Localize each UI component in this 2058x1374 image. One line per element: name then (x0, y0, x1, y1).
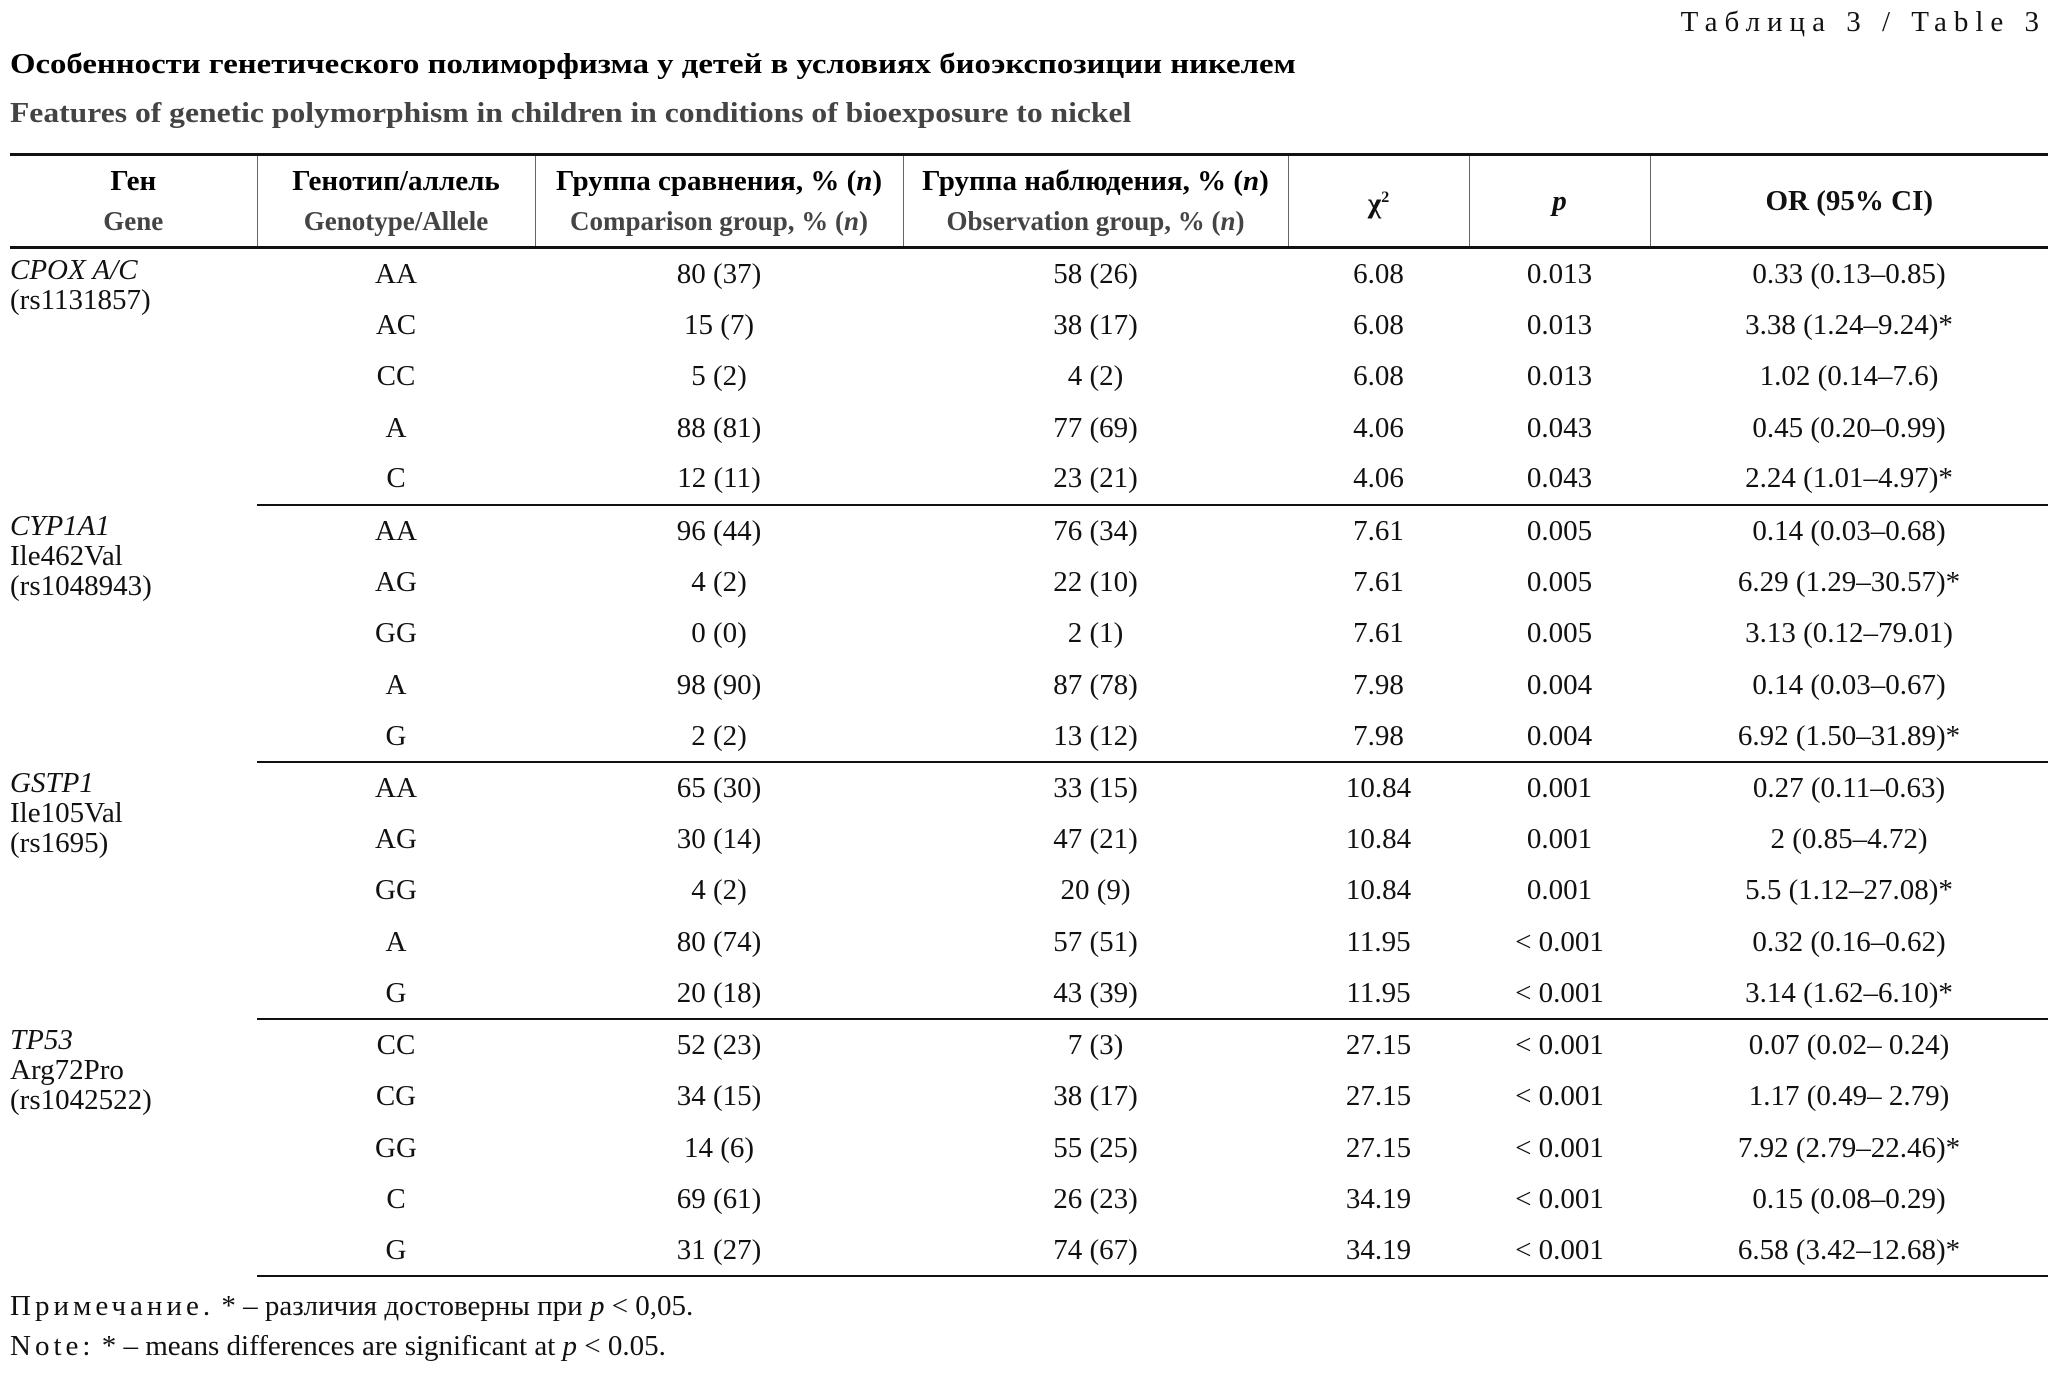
note-en-text: * – means differences are significant at (94, 1330, 563, 1362)
header-observation-en (904, 201, 1288, 241)
cell-comparison: 14 (6) (683, 1131, 755, 1164)
cell-observation: 76 (34) (1053, 514, 1138, 547)
cell-p: 0.001 (1526, 772, 1593, 805)
note-ru-text: * – различия достоверны при (214, 1290, 590, 1322)
table-row (10, 556, 2048, 607)
cell-chi2: 6.08 (1353, 257, 1404, 290)
cell-or: 3.13 (0.12–79.01) (1745, 617, 1953, 650)
gene-variant-line: (rs1048943) (10, 569, 152, 602)
cell-p: 0.001 (1526, 823, 1593, 856)
table-row (10, 762, 2048, 813)
table-row (10, 659, 2048, 710)
cell-comparison: 65 (30) (676, 772, 762, 805)
cell-genotype: CC (376, 360, 416, 393)
cell-genotype: G (257, 968, 535, 1019)
header-p-text: p (1552, 185, 1567, 217)
header-gene (10, 155, 257, 248)
cell-comparison: 31 (27) (535, 1225, 903, 1276)
cell-comparison: 88 (81) (676, 411, 762, 444)
header-comparison-ru-suffix: ) (872, 165, 883, 197)
cell-or: 3.38 (1.24–9.24)* (1745, 308, 1953, 341)
header-comparison-en-n: n (844, 206, 860, 236)
header-observation-ru-suffix: ) (1259, 165, 1269, 197)
header-observation-en-n: n (1220, 206, 1236, 236)
cell-chi2: 4.06 (1288, 453, 1469, 504)
note-en-p: p (562, 1330, 578, 1362)
cell-p: 0.001 (1526, 874, 1593, 907)
header-genotype-en: Genotype/Allele (303, 206, 489, 236)
header-observation-ru (904, 161, 1288, 201)
cell-observation: 87 (78) (1053, 668, 1138, 701)
cell-observation: 58 (26) (1053, 257, 1138, 290)
header-gene-ru: Ген (110, 165, 157, 197)
cell-genotype: GG (375, 1131, 417, 1164)
cell-p: < 0.001 (1515, 1183, 1604, 1216)
gene-variant-line: Ile462Val (10, 539, 123, 572)
header-row (10, 155, 2048, 248)
cell-comparison: 80 (37) (676, 257, 762, 290)
cell-genotype: AA (375, 514, 417, 547)
cell-genotype: A (385, 925, 407, 958)
note-en-label: Note: (10, 1330, 95, 1362)
cell-comparison: 96 (44) (676, 514, 762, 547)
cell-observation: 55 (25) (1053, 1131, 1138, 1164)
cell-p: 0.004 (1526, 668, 1593, 701)
data-table (10, 153, 2048, 1277)
cell-or: 0.33 (0.13–0.85) (1752, 257, 1946, 290)
cell-genotype: CC (376, 1029, 416, 1062)
table-row (10, 916, 2048, 967)
table-number-label: Таблица 3 / Table 3 (1680, 6, 2046, 38)
cell-observation: 33 (15) (1053, 772, 1138, 805)
cell-comparison: 98 (90) (676, 668, 762, 701)
cell-genotype: AA (375, 772, 417, 805)
cell-observation: 57 (51) (1053, 925, 1138, 958)
gene-cell (10, 505, 257, 762)
cell-p: < 0.001 (1469, 968, 1650, 1019)
cell-observation: 7 (3) (1067, 1029, 1124, 1062)
gene-variant-line: (rs1131857) (10, 284, 151, 316)
cell-comparison: 69 (61) (676, 1183, 762, 1216)
cell-comparison: 15 (7) (683, 308, 755, 341)
cell-p: 0.005 (1526, 514, 1593, 547)
cell-chi2: 10.84 (1345, 772, 1412, 805)
cell-observation: 13 (12) (903, 710, 1288, 761)
table-title-en: Features of genetic polymorphism in children in conditions of bioexposure to nickel (10, 97, 1132, 129)
header-genotype-ru: Генотип/аллель (292, 165, 500, 197)
cell-genotype: C (386, 1183, 406, 1216)
gene-name: CYP1A1 (10, 509, 110, 542)
header-observation-en-text: Observation group, % ( (946, 206, 1221, 236)
cell-chi2: 7.61 (1353, 565, 1404, 598)
note-ru-tail: < 0,05. (604, 1290, 694, 1322)
cell-genotype: AC (375, 308, 417, 341)
gene-name: GSTP1 (10, 766, 94, 799)
cell-p: < 0.001 (1469, 1225, 1650, 1276)
cell-genotype: A (385, 411, 407, 444)
cell-p: < 0.001 (1515, 925, 1604, 958)
cell-or: 6.58 (3.42–12.68)* (1650, 1225, 2048, 1276)
cell-or: 0.45 (0.20–0.99) (1752, 411, 1946, 444)
gene-variant-line: Arg72Pro (10, 1054, 124, 1087)
note-ru-label: Примечание. (10, 1290, 215, 1322)
table-row (10, 608, 2048, 659)
cell-chi2: 7.98 (1353, 668, 1404, 701)
cell-observation: 38 (17) (1053, 308, 1138, 341)
header-or-text: OR (95% CI) (1765, 185, 1934, 217)
cell-genotype: GG (375, 617, 417, 650)
gene-cell (10, 1019, 257, 1276)
cell-comparison: 52 (23) (676, 1029, 762, 1062)
cell-genotype: A (385, 668, 407, 701)
cell-or: 2 (0.85–4.72) (1770, 823, 1928, 856)
cell-genotype: CG (375, 1080, 417, 1113)
cell-p: < 0.001 (1515, 1080, 1604, 1113)
cell-p: 0.013 (1526, 308, 1593, 341)
cell-comparison: 0 (0) (691, 617, 747, 650)
table-row (10, 1225, 2048, 1276)
cell-genotype: G (257, 1225, 535, 1276)
cell-p: 0.005 (1526, 565, 1593, 598)
header-comparison-ru-text: Группа сравнения, % ( (555, 165, 857, 197)
cell-p: 0.005 (1526, 617, 1593, 650)
header-p-value (1469, 155, 1650, 248)
table-row (10, 1173, 2048, 1224)
cell-observation: 20 (9) (1060, 874, 1131, 907)
cell-observation: 43 (39) (903, 968, 1288, 1019)
header-comparison-ru-n: n (856, 165, 873, 197)
table-row (10, 350, 2048, 401)
cell-observation: 38 (17) (1053, 1080, 1138, 1113)
cell-chi2: 34.19 (1288, 1225, 1469, 1276)
cell-or: 0.14 (0.03–0.67) (1752, 668, 1946, 701)
cell-observation: 26 (23) (1053, 1183, 1138, 1216)
cell-or: 0.27 (0.11–0.63) (1752, 772, 1946, 805)
cell-comparison: 2 (2) (535, 710, 903, 761)
table-row (10, 813, 2048, 864)
cell-observation: 2 (1) (1067, 617, 1124, 650)
cell-observation: 77 (69) (1053, 411, 1138, 444)
gene-cell (10, 248, 257, 505)
header-observation-ru-n: n (1243, 165, 1260, 197)
cell-chi2: 10.84 (1345, 823, 1412, 856)
cell-chi2: 34.19 (1345, 1183, 1412, 1216)
cell-genotype: C (257, 453, 535, 504)
cell-or: 0.14 (0.03–0.68) (1752, 514, 1946, 547)
header-chi-symbol: χ (1367, 187, 1382, 220)
table-row (10, 1071, 2048, 1122)
cell-chi2: 11.95 (1346, 925, 1411, 958)
gene-name: CPOX A/C (10, 254, 138, 286)
cell-genotype: AA (375, 257, 417, 290)
note-ru-p: p (589, 1290, 605, 1322)
cell-genotype: AG (375, 565, 417, 598)
cell-comparison: 12 (11) (535, 453, 903, 504)
cell-or: 0.32 (0.16–0.62) (1752, 925, 1946, 958)
cell-comparison: 30 (14) (676, 823, 762, 856)
cell-observation: 22 (10) (1053, 565, 1138, 598)
cell-chi2: 4.06 (1353, 411, 1404, 444)
cell-comparison: 4 (2) (691, 565, 747, 598)
cell-chi2: 11.95 (1288, 968, 1469, 1019)
header-observation-en-suffix: ) (1235, 206, 1245, 236)
note-en (10, 1330, 666, 1363)
cell-comparison: 4 (2) (691, 874, 747, 907)
gene-variant-line: (rs1695) (10, 826, 109, 859)
cell-genotype: GG (375, 874, 417, 907)
cell-genotype: G (257, 710, 535, 761)
cell-comparison: 80 (74) (676, 925, 762, 958)
gene-name: TP53 (10, 1024, 73, 1057)
cell-or: 3.14 (1.62–6.10)* (1650, 968, 2048, 1019)
table-row (10, 1019, 2048, 1070)
cell-observation: 47 (21) (1053, 823, 1138, 856)
header-genotype (257, 155, 535, 248)
header-chi-square (1288, 155, 1469, 248)
header-observation-ru-text: Группа наблюдения, % ( (922, 165, 1244, 197)
table-row (10, 505, 2048, 556)
cell-p: 0.013 (1526, 257, 1593, 290)
table-row (10, 299, 2048, 350)
cell-or: 7.92 (2.79–22.46)* (1737, 1131, 1961, 1164)
cell-chi2: 27.15 (1345, 1080, 1412, 1113)
header-comparison-en-suffix: ) (859, 206, 869, 236)
gene-variant-line: (rs1042522) (10, 1084, 152, 1117)
header-comparison-group (535, 155, 903, 248)
cell-or: 1.17 (0.49– 2.79) (1748, 1080, 1950, 1113)
table-row (10, 453, 2048, 504)
cell-comparison: 34 (15) (676, 1080, 762, 1113)
cell-or: 0.07 (0.02– 0.24) (1748, 1029, 1950, 1062)
cell-or: 5.5 (1.12–27.08)* (1745, 874, 1953, 907)
header-observation-group (903, 155, 1288, 248)
cell-or: 6.29 (1.29–30.57)* (1737, 565, 1961, 598)
cell-p: < 0.001 (1515, 1029, 1604, 1062)
cell-chi2: 27.15 (1345, 1131, 1412, 1164)
cell-comparison: 5 (2) (691, 360, 747, 393)
cell-p: 0.013 (1526, 360, 1593, 393)
cell-or: 6.92 (1.50–31.89)* (1650, 710, 2048, 761)
cell-p: 0.043 (1469, 453, 1650, 504)
table-row (10, 968, 2048, 1019)
table-row (10, 865, 2048, 916)
note-en-tail: < 0.05. (577, 1330, 666, 1362)
cell-chi2: 7.61 (1353, 617, 1404, 650)
header-chi-superscript: 2 (1381, 189, 1390, 207)
header-gene-en: Gene (103, 206, 164, 236)
cell-chi2: 27.15 (1345, 1029, 1412, 1062)
header-comparison-ru (536, 161, 903, 201)
table-body (10, 248, 2048, 1277)
cell-observation: 74 (67) (903, 1225, 1288, 1276)
header-comparison-en (536, 201, 903, 241)
table-row (10, 710, 2048, 761)
cell-chi2: 6.08 (1353, 360, 1404, 393)
cell-observation: 23 (21) (903, 453, 1288, 504)
cell-or: 0.15 (0.08–0.29) (1752, 1183, 1946, 1216)
note-ru (10, 1290, 693, 1323)
header-odds-ratio (1650, 155, 2048, 248)
table-row (10, 1122, 2048, 1173)
header-comparison-en-text: Comparison group, % ( (569, 206, 844, 236)
cell-p: 0.004 (1469, 710, 1650, 761)
cell-chi2: 7.98 (1288, 710, 1469, 761)
cell-chi2: 7.61 (1353, 514, 1404, 547)
cell-p: < 0.001 (1515, 1131, 1604, 1164)
gene-cell (10, 762, 257, 1019)
cell-or: 1.02 (0.14–7.6) (1759, 360, 1939, 393)
cell-comparison: 20 (18) (535, 968, 903, 1019)
gene-variant-line: Ile105Val (10, 796, 123, 829)
table-row (10, 248, 2048, 299)
cell-or: 2.24 (1.01–4.97)* (1650, 453, 2048, 504)
cell-p: 0.043 (1526, 411, 1593, 444)
cell-chi2: 6.08 (1353, 308, 1404, 341)
cell-chi2: 10.84 (1345, 874, 1412, 907)
table-row (10, 402, 2048, 453)
cell-genotype: AG (375, 823, 417, 856)
cell-observation: 4 (2) (1067, 360, 1124, 393)
table-title-ru: Особенности генетического полиморфизма у детей в условиях биоэкспозиции никелем (10, 48, 1296, 80)
